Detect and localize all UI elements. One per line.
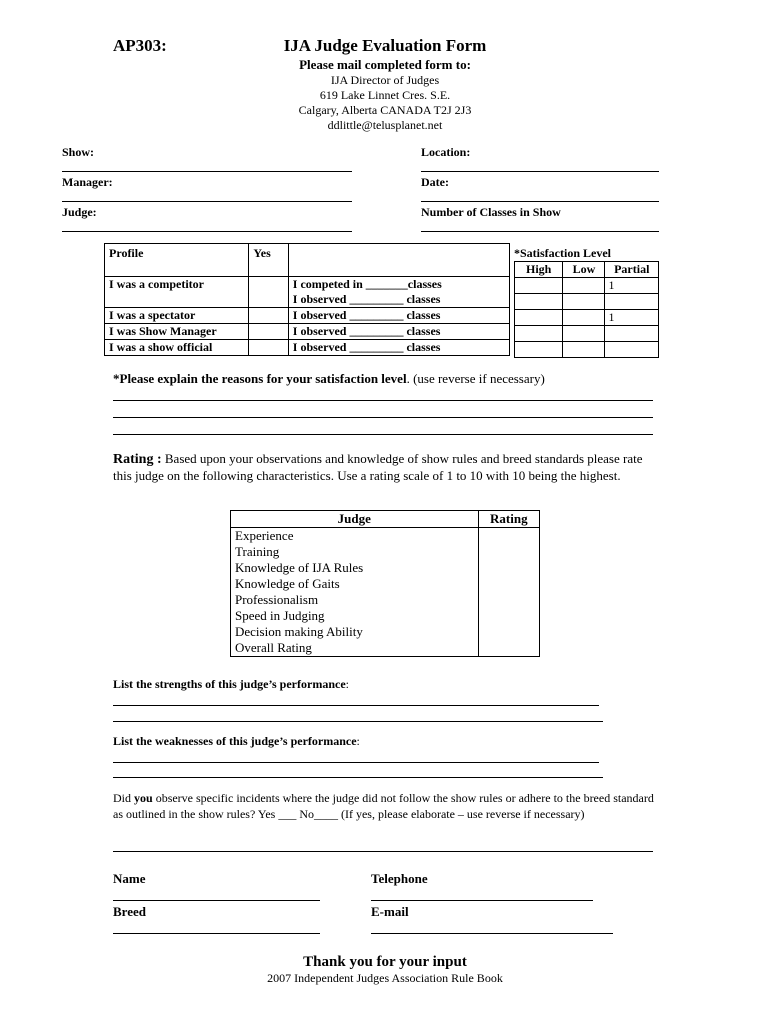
name-line[interactable]	[113, 900, 320, 901]
address-line: 619 Lake Linnet Cres. S.E.	[319, 88, 451, 102]
profile-row-label: I was a competitor	[105, 277, 249, 308]
explain-line[interactable]	[113, 400, 653, 401]
strengths-prompt	[113, 677, 349, 692]
profile-row-label: I was a show official	[105, 340, 249, 356]
explain-normal: . (use reverse if necessary)	[406, 371, 545, 386]
mailing-address	[235, 73, 535, 133]
form-code: AP303:	[113, 36, 167, 55]
explain-bold: *Please explain the reasons for your satisfaction level	[113, 371, 407, 386]
rating-cell[interactable]	[478, 624, 539, 640]
satisfaction-table	[514, 261, 659, 358]
yes-header: Yes	[249, 244, 288, 277]
sat-cell[interactable]	[563, 310, 605, 326]
rating-item: Training	[231, 544, 479, 560]
show-line[interactable]	[62, 171, 352, 172]
judge-label: Judge:	[62, 205, 97, 219]
sat-cell[interactable]	[515, 310, 563, 326]
sat-high-header: High	[515, 262, 563, 278]
incidents-question	[113, 790, 658, 822]
weaknesses-line[interactable]	[113, 762, 599, 763]
date-label: Date:	[421, 175, 449, 189]
manager-line[interactable]	[62, 201, 352, 202]
telephone-line[interactable]	[371, 900, 593, 901]
sat-partial-header: Partial	[605, 262, 659, 278]
page-title: IJA Judge Evaluation Form	[283, 36, 487, 55]
rating-item: Decision making Ability	[231, 624, 479, 640]
weaknesses-prompt	[113, 734, 360, 749]
sat-low-header: Low	[563, 262, 605, 278]
rating-cell[interactable]	[478, 528, 539, 545]
sat-cell[interactable]: 1	[605, 278, 659, 294]
judge-line[interactable]	[62, 231, 352, 232]
rating-cell[interactable]	[478, 608, 539, 624]
rating-header: Rating	[478, 511, 539, 528]
yes-cell[interactable]	[249, 277, 288, 308]
incidents-post: observe specific incidents where the judge did not follow the show rules or adhere to the breed standard as outlined in the show rules? Yes ___ No____ (If yes, please elaborate – use reverse if necessary)	[113, 791, 654, 821]
rating-item: Overall Rating	[231, 640, 479, 657]
rating-bold: Rating :	[113, 452, 162, 467]
weaknesses-line[interactable]	[113, 777, 603, 778]
profile-row-detail: I observed _________ classes	[288, 340, 509, 356]
footer-source: 2007 Independent Judges Association Rule Book	[267, 971, 503, 985]
judge-header: Judge	[231, 511, 479, 528]
rating-item: Speed in Judging	[231, 608, 479, 624]
rating-cell[interactable]	[478, 640, 539, 657]
strengths-bold: List the strengths of this judge’s performance	[113, 677, 346, 691]
explain-line[interactable]	[113, 417, 653, 418]
profile-header: Profile	[105, 244, 249, 277]
weaknesses-bold: List the weaknesses of this judge’s performance	[113, 734, 357, 748]
rating-item: Knowledge of Gaits	[231, 576, 479, 592]
rating-cell[interactable]	[478, 544, 539, 560]
manager-label: Manager:	[62, 175, 113, 189]
profile-table	[104, 243, 510, 356]
profile-row-detail: I observed _________ classes	[288, 324, 509, 340]
sat-cell[interactable]	[563, 278, 605, 294]
profile-row-detail: I observed _________ classes	[288, 308, 509, 324]
location-line[interactable]	[421, 171, 659, 172]
rating-item: Experience	[231, 528, 479, 545]
detail-line: I observed _________ classes	[292, 292, 441, 306]
rating-cell[interactable]	[478, 576, 539, 592]
incidents-bold: you	[134, 791, 153, 805]
sat-cell[interactable]: 1	[605, 310, 659, 326]
incidents-line[interactable]	[113, 851, 653, 852]
rating-table	[230, 510, 540, 657]
email-label: E-mail	[371, 904, 409, 919]
name-label: Name	[113, 871, 146, 886]
yes-cell[interactable]	[249, 308, 288, 324]
address-line: Calgary, Alberta CANADA T2J 2J3	[298, 103, 472, 117]
satisfaction-title: *Satisfaction Level	[514, 246, 611, 260]
strengths-line[interactable]	[113, 721, 603, 722]
sat-cell[interactable]	[515, 294, 563, 310]
strengths-line[interactable]	[113, 705, 599, 706]
num-classes-line[interactable]	[421, 231, 659, 232]
sat-cell[interactable]	[563, 326, 605, 342]
date-line[interactable]	[421, 201, 659, 202]
breed-line[interactable]	[113, 933, 320, 934]
sat-cell[interactable]	[605, 294, 659, 310]
sat-cell[interactable]	[515, 342, 563, 358]
location-label: Location:	[421, 145, 471, 159]
profile-row-detail	[288, 277, 509, 308]
telephone-label: Telephone	[371, 871, 428, 886]
profile-row-label: I was Show Manager	[105, 324, 249, 340]
sat-cell[interactable]	[605, 342, 659, 358]
explain-prompt	[113, 371, 545, 387]
rating-item: Professionalism	[231, 592, 479, 608]
sat-cell[interactable]	[563, 294, 605, 310]
breed-label: Breed	[113, 904, 146, 919]
rating-cell[interactable]	[478, 560, 539, 576]
sat-cell[interactable]	[515, 278, 563, 294]
rating-item: Knowledge of IJA Rules	[231, 560, 479, 576]
yes-cell[interactable]	[249, 324, 288, 340]
address-line: IJA Director of Judges	[330, 73, 440, 87]
mail-label: Please mail completed form to:	[299, 57, 471, 72]
rating-intro	[113, 451, 658, 484]
yes-cell[interactable]	[249, 340, 288, 356]
weaknesses-colon: :	[356, 734, 360, 748]
rating-cell[interactable]	[478, 592, 539, 608]
num-classes-label: Number of Classes in Show	[421, 205, 561, 219]
thanks-text: Thank you for your input	[303, 954, 467, 970]
sat-cell[interactable]	[605, 326, 659, 342]
incidents-pre: Did	[113, 791, 134, 805]
sat-cell[interactable]	[563, 342, 605, 358]
detail-line: I competed in _______classes	[292, 277, 442, 291]
address-line: ddlittle@telusplanet.net	[327, 118, 443, 132]
sat-cell[interactable]	[515, 326, 563, 342]
strengths-colon: :	[345, 677, 349, 691]
profile-row-label: I was a spectator	[105, 308, 249, 324]
rating-text: Based upon your observations and knowledge of show rules and breed standards please rate this judge on the following characteristics. Use a rating scale of 1 to 10 with 10 being the highest.	[113, 451, 643, 483]
explain-line[interactable]	[113, 434, 653, 435]
email-line[interactable]	[371, 933, 613, 934]
show-label: Show:	[62, 145, 95, 159]
